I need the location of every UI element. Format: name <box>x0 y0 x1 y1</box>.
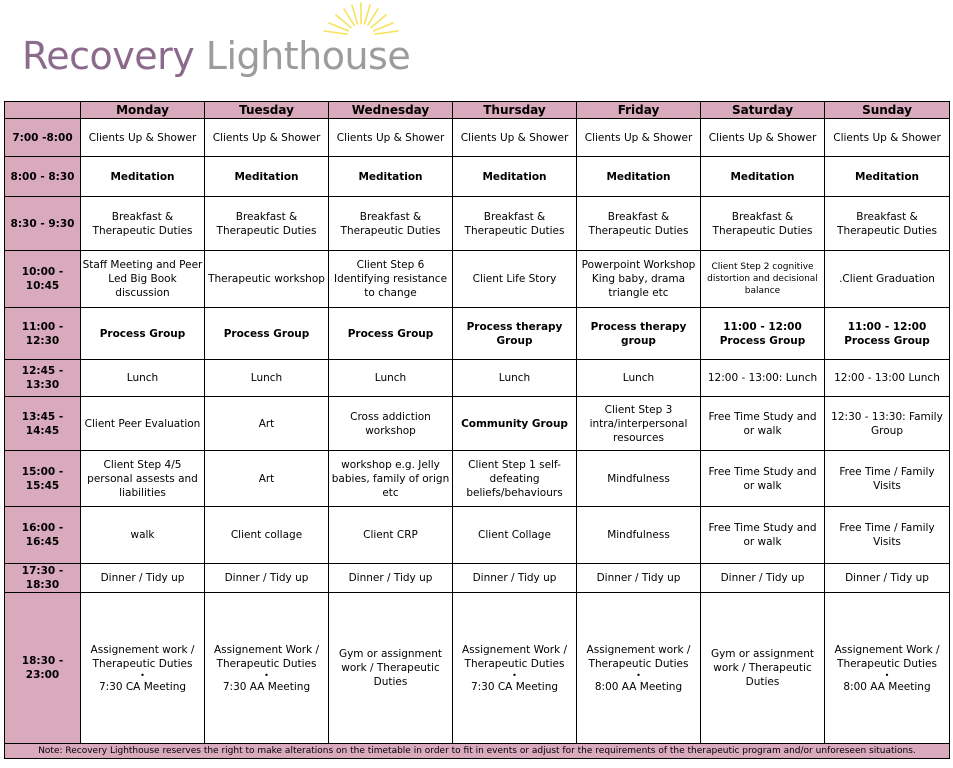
schedule-cell: Client collage <box>205 507 329 564</box>
schedule-cell: Process therapy Group <box>453 308 577 360</box>
schedule-cell <box>205 593 329 744</box>
schedule-cell: Lunch <box>329 360 453 397</box>
schedule-cell: Breakfast & Therapeutic Duties <box>825 197 950 251</box>
schedule-cell: Clients Up & Shower <box>205 119 329 157</box>
schedule-cell: 12:00 - 13:00 Lunch <box>825 360 950 397</box>
schedule-cell <box>701 593 825 744</box>
schedule-cell <box>825 593 950 744</box>
weekly-timetable <box>4 101 950 759</box>
schedule-cell: Clients Up & Shower <box>701 119 825 157</box>
day-header: Wednesday <box>329 102 453 119</box>
schedule-cell: Dinner / Tidy up <box>329 564 453 593</box>
table-row <box>5 507 950 564</box>
table-row <box>5 360 950 397</box>
schedule-cell: Process Group <box>81 308 205 360</box>
schedule-cell: Dinner / Tidy up <box>205 564 329 593</box>
schedule-cell: 12:30 - 13:30: Family Group <box>825 397 950 451</box>
schedule-cell: Cross addiction workshop <box>329 397 453 451</box>
cell-main-text: Assignement Work / Therapeutic Duties <box>461 643 568 670</box>
cell-main-text: Assignement work / Therapeutic Duties <box>90 643 195 670</box>
schedule-cell: Art <box>205 451 329 507</box>
schedule-cell: Meditation <box>205 157 329 197</box>
schedule-cell: Lunch <box>81 360 205 397</box>
table-row <box>5 308 950 360</box>
time-slot: 7:00 -8:00 <box>5 119 81 157</box>
schedule-cell: Meditation <box>825 157 950 197</box>
schedule-cell <box>329 593 453 744</box>
day-header: Sunday <box>825 102 950 119</box>
time-slot: 17:30 - 18:30 <box>5 564 81 593</box>
day-header: Monday <box>81 102 205 119</box>
time-slot: 11:00 - 12:30 <box>5 308 81 360</box>
schedule-cell: Breakfast & Therapeutic Duties <box>81 197 205 251</box>
time-slot: 8:00 - 8:30 <box>5 157 81 197</box>
schedule-cell: Client Peer Evaluation <box>81 397 205 451</box>
time-slot: 8:30 - 9:30 <box>5 197 81 251</box>
schedule-cell: Client Life Story <box>453 251 577 308</box>
schedule-cell: Clients Up & Shower <box>825 119 950 157</box>
schedule-cell: Meditation <box>701 157 825 197</box>
brand-logo <box>20 0 420 98</box>
schedule-cell: Breakfast & Therapeutic Duties <box>577 197 701 251</box>
schedule-cell: Breakfast & Therapeutic Duties <box>701 197 825 251</box>
schedule-cell: walk <box>81 507 205 564</box>
schedule-cell: Free Time / Family Visits <box>825 507 950 564</box>
time-slot: 12:45 - 13:30 <box>5 360 81 397</box>
table-row <box>5 157 950 197</box>
day-header: Tuesday <box>205 102 329 119</box>
schedule-cell: Lunch <box>205 360 329 397</box>
brand-word-recovery: Recovery <box>22 34 195 78</box>
schedule-cell: Clients Up & Shower <box>577 119 701 157</box>
schedule-cell: Client Collage <box>453 507 577 564</box>
header-row <box>5 102 950 119</box>
schedule-cell: Breakfast & Therapeutic Duties <box>329 197 453 251</box>
day-header: Friday <box>577 102 701 119</box>
time-slot: 16:00 - 16:45 <box>5 507 81 564</box>
cell-main-text: Assignement Work / Therapeutic Duties <box>213 643 320 670</box>
schedule-cell: Lunch <box>453 360 577 397</box>
time-slot: 18:30 - 23:00 <box>5 593 81 744</box>
schedule-cell: Client Step 3 intra/interpersonal resources <box>577 397 701 451</box>
cell-main-text: Assignement Work / Therapeutic Duties <box>834 643 940 670</box>
schedule-cell: Process therapy group <box>577 308 701 360</box>
schedule-cell: Meditation <box>81 157 205 197</box>
bullet-icon: • <box>264 670 269 680</box>
meeting-text: 7:30 AA Meeting <box>222 680 311 693</box>
cell-main-text: Gym or assignment work / Therapeutic Duties <box>710 648 815 688</box>
time-slot: 10:00 - 10:45 <box>5 251 81 308</box>
bullet-icon: • <box>884 670 890 680</box>
schedule-cell: Dinner / Tidy up <box>453 564 577 593</box>
table-row <box>5 397 950 451</box>
day-header: Saturday <box>701 102 825 119</box>
bullet-icon: • <box>512 670 517 680</box>
schedule-cell: Process Group <box>205 308 329 360</box>
schedule-cell: Client Step 4/5 personal assests and liabilities <box>81 451 205 507</box>
schedule-cell: Powerpoint Workshop King baby, drama triangle etc <box>577 251 701 308</box>
bullet-icon: • <box>140 670 145 680</box>
schedule-cell: Community Group <box>453 397 577 451</box>
schedule-cell: Art <box>205 397 329 451</box>
schedule-cell: Mindfulness <box>577 507 701 564</box>
schedule-cell: Free Time Study and or walk <box>701 507 825 564</box>
schedule-cell: Process Group <box>329 308 453 360</box>
table-row <box>5 251 950 308</box>
schedule-cell: Clients Up & Shower <box>81 119 205 157</box>
schedule-cell: Meditation <box>577 157 701 197</box>
schedule-cell: workshop e.g. Jelly babies, family of orign etc <box>329 451 453 507</box>
schedule-cell: Client Step 6 Identifying resistance to change <box>329 251 453 308</box>
schedule-cell: Client Step 2 cognitive distortion and decisional balance <box>701 251 825 308</box>
schedule-cell: .Client Graduation <box>825 251 950 308</box>
schedule-cell <box>81 593 205 744</box>
time-slot: 15:00 - 15:45 <box>5 451 81 507</box>
meeting-text: 7:30 CA Meeting <box>470 680 559 693</box>
schedule-cell: Free Time Study and or walk <box>701 451 825 507</box>
schedule-cell: Meditation <box>329 157 453 197</box>
schedule-cell: Breakfast & Therapeutic Duties <box>453 197 577 251</box>
meeting-text: 7:30 CA Meeting <box>98 680 187 693</box>
schedule-cell: Breakfast & Therapeutic Duties <box>205 197 329 251</box>
table-row <box>5 593 950 744</box>
schedule-cell: 12:00 - 13:00: Lunch <box>701 360 825 397</box>
schedule-cell: Dinner / Tidy up <box>825 564 950 593</box>
schedule-cell: 11:00 - 12:00 Process Group <box>701 308 825 360</box>
schedule-cell: Clients Up & Shower <box>329 119 453 157</box>
footer-note: Note: Recovery Lighthouse reserves the right to make alterations on the timetable in order to fit in events or adjust for the requirements of the therapeutic program and/or unforeseen situations. <box>5 744 950 759</box>
bullet-icon: • <box>636 670 641 680</box>
schedule-cell <box>577 593 701 744</box>
brand-word-lighthouse: Lighthouse <box>205 34 411 78</box>
meeting-text: 8:00 AA Meeting <box>843 680 931 693</box>
meeting-text: 8:00 AA Meeting <box>594 680 683 693</box>
schedule-cell: Meditation <box>453 157 577 197</box>
table-row <box>5 119 950 157</box>
schedule-cell: 11:00 - 12:00 Process Group <box>825 308 950 360</box>
schedule-cell: Client CRP <box>329 507 453 564</box>
cell-main-text: Gym or assignment work / Therapeutic Duties <box>338 648 443 688</box>
schedule-cell: Dinner / Tidy up <box>577 564 701 593</box>
footer-row <box>5 744 950 759</box>
schedule-cell: Free Time / Family Visits <box>825 451 950 507</box>
schedule-cell: Mindfulness <box>577 451 701 507</box>
table-row <box>5 564 950 593</box>
corner-cell <box>5 102 81 119</box>
table-row <box>5 451 950 507</box>
schedule-cell: Free Time Study and or walk <box>701 397 825 451</box>
schedule-cell: Therapeutic workshop <box>205 251 329 308</box>
brand-wordmark <box>22 34 410 78</box>
cell-main-text: Assignement work / Therapeutic Duties <box>586 643 691 670</box>
day-header: Thursday <box>453 102 577 119</box>
schedule-cell: Dinner / Tidy up <box>81 564 205 593</box>
schedule-cell: Dinner / Tidy up <box>701 564 825 593</box>
table-row <box>5 197 950 251</box>
schedule-cell: Clients Up & Shower <box>453 119 577 157</box>
schedule-cell <box>453 593 577 744</box>
schedule-cell: Lunch <box>577 360 701 397</box>
schedule-cell: Staff Meeting and Peer Led Big Book discussion <box>81 251 205 308</box>
schedule-cell: Client Step 1 self-defeating beliefs/behaviours <box>453 451 577 507</box>
time-slot: 13:45 - 14:45 <box>5 397 81 451</box>
